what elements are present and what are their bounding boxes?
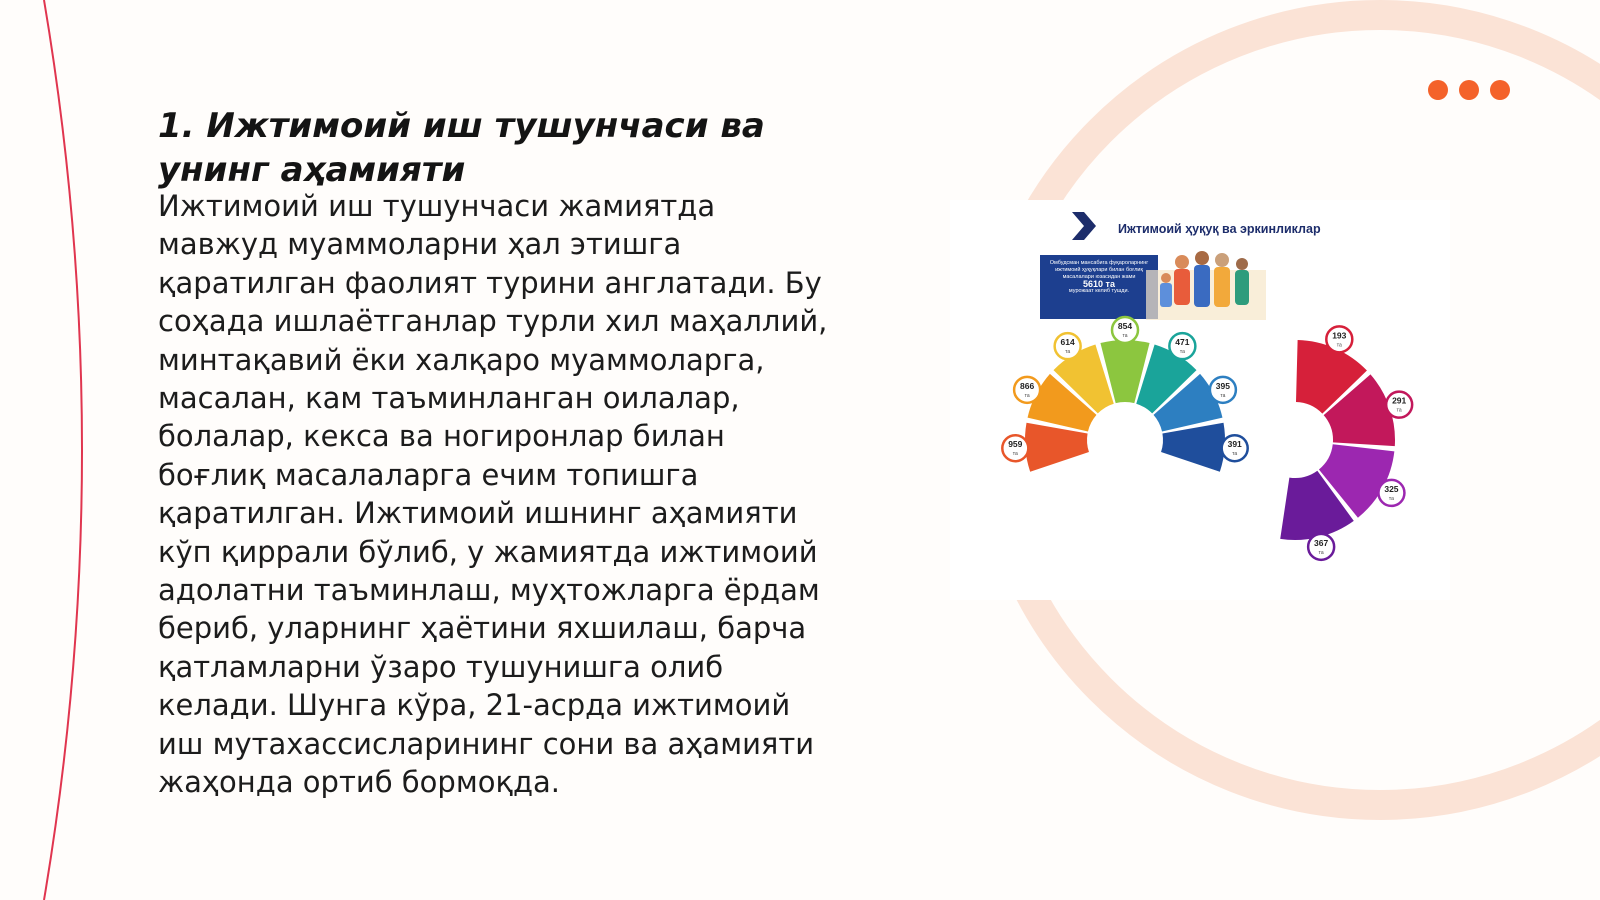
slide-title: 1. Ижтимоий иш тушунчаси ва унинг аҳамияти (158, 106, 765, 190)
badge-value: 367 (1314, 537, 1329, 548)
caption-count: 5610 та (1083, 279, 1115, 289)
value-badge (1222, 435, 1248, 461)
badge-value: 395 (1215, 380, 1230, 391)
value-badge (1014, 377, 1040, 403)
badge-unit: та (1122, 333, 1128, 339)
badge-unit: та (1318, 549, 1324, 556)
badge-unit: та (1232, 451, 1238, 458)
badge-value: 614 (1060, 337, 1075, 348)
badge-unit: та (1012, 451, 1018, 458)
value-badge (1378, 480, 1404, 506)
infographic-caption (1044, 260, 1154, 295)
caption-tail: мурожаат келиб тушди. (1068, 288, 1130, 294)
value-badge (1002, 435, 1028, 461)
ring-segment (1025, 423, 1089, 472)
slide-body-text: Ижтимоий иш тушунчаси жамиятда мавжуд муаммоларни ҳал этишга қаратилган фаолият турини англатади. Бу соҳада ишлаётганлар турли хил маҳаллий, минтақавий ёки халқаро муаммоларга, масалан, кам таъминланган оилалар, болалар, кекса ва ногиронлар билан боғлиқ масалаларга ечим топишга қаратилган. Ижтимоий ишнинг аҳамияти кўп қиррали бўлиб, у жамиятда ижтимоий адолатни таъминлаш, муҳтожларга ёрдам бериб, уларнинг ҳаётини яхшилаш, барча қатламларни ўзаро тушунишга олиб келади. Шунга кўра, 21-асрда ижтимоий иш мутахассисларининг сони ва аҳамияти жаҳонда ортиб бормоқда. (158, 189, 828, 800)
badge-unit: та (1024, 392, 1030, 399)
value-badge (1112, 317, 1138, 343)
badge-value: 854 (1117, 321, 1133, 331)
badge-value: 959 (1008, 439, 1023, 450)
segment-group (1025, 340, 1395, 540)
badge-value: 391 (1227, 439, 1242, 450)
chevron-icon (1072, 212, 1096, 240)
badge-unit: та (1065, 349, 1071, 356)
dot-icon (1490, 80, 1510, 100)
badge-unit: та (1179, 349, 1185, 356)
value-badge (1386, 392, 1412, 418)
badge-unit: та (1220, 392, 1226, 399)
badge-value: 193 (1332, 330, 1347, 341)
badge-unit: та (1396, 407, 1402, 414)
value-badge (1308, 534, 1334, 560)
infographic-graphic (950, 200, 1450, 600)
family-illustration (1146, 251, 1266, 320)
value-badge (1326, 326, 1352, 352)
value-badge (1210, 377, 1236, 403)
badge-value: 866 (1020, 380, 1035, 391)
infographic-title: Ижтимоий ҳуқуқ ва эркинликлар (1118, 222, 1321, 236)
infographic-image (950, 200, 1450, 600)
dot-icon (1459, 80, 1479, 100)
left-curve-line (44, 0, 82, 900)
caption-text: Омбудсман мансабига фуқароларнинг ижтимоий ҳуқуқлари билан боғлиқ масалалари юзасидан жами (1049, 260, 1149, 280)
dot-icon (1428, 80, 1448, 100)
badge-value: 471 (1175, 337, 1190, 348)
badge-unit: та (1336, 342, 1342, 349)
value-badge (1169, 333, 1195, 359)
badge-value: 291 (1392, 395, 1407, 406)
value-badge (1055, 333, 1081, 359)
decorative-dots (1428, 80, 1510, 100)
ring-segment (1161, 423, 1225, 472)
badge-value: 325 (1384, 483, 1399, 494)
badge-unit: та (1388, 495, 1394, 502)
